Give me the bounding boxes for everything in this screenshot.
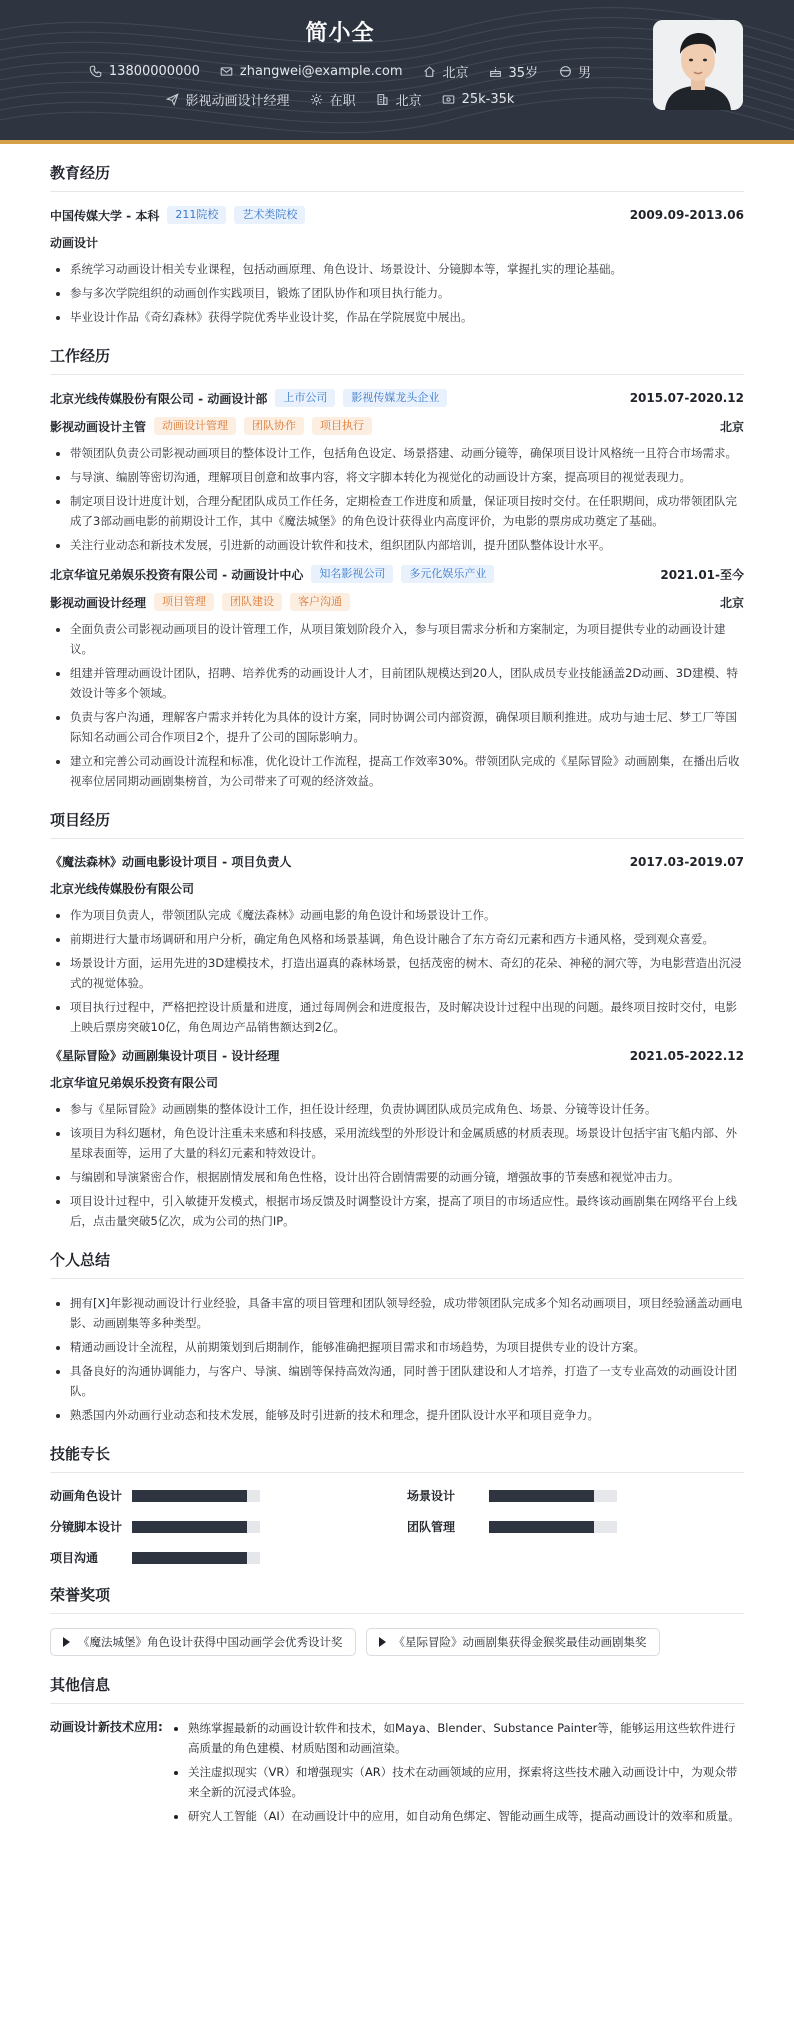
skill-bar-fill <box>132 1521 247 1533</box>
education-section <box>50 162 744 327</box>
skill-bar-fill <box>489 1490 594 1502</box>
salary-text: 25k-35k <box>461 92 515 107</box>
project-company-text: 北京华谊兄弟娱乐投资有限公司 <box>50 1076 219 1090</box>
list-item: • 与导演、编剧等密切沟通，理解项目创意和故事内容，将文字脚本转化为视觉化的动画设计方案，提高项目的视觉表现力。 <box>70 467 744 487</box>
skills-section <box>50 1443 744 1566</box>
project-date: 2017.03-2019.07 <box>629 854 744 869</box>
skill-bar-fill <box>132 1490 247 1502</box>
major-text: 动画设计 <box>50 236 99 250</box>
skill-name: 场景设计 <box>407 1489 456 1503</box>
work-location: 北京 <box>719 595 744 610</box>
projects-title: 项目经历 <box>50 809 744 839</box>
email-text: zhangwei@example.com <box>239 64 403 79</box>
project-bullets <box>50 905 744 1037</box>
position-name: 影视动画设计经理 <box>50 595 147 610</box>
send-icon <box>166 93 180 107</box>
project-name: 《魔法森林》动画电影设计项目 - 项目负责人 <box>50 855 292 869</box>
list-item: • 系统学习动画设计相关专业课程，包括动画原理、角色设计、场景设计、分镜脚本等，掌握扎实的理论基础。 <box>70 259 744 279</box>
list-item: • 毕业设计作品《奇幻森林》获得学院优秀毕业设计奖，作品在学院展览中展出。 <box>70 307 744 327</box>
project-header <box>50 853 744 870</box>
summary-section <box>50 1249 744 1425</box>
skill-bar <box>132 1521 260 1533</box>
project-company-text: 北京光线传媒股份有限公司 <box>50 882 195 896</box>
city-item <box>423 62 469 81</box>
position-name: 影视动画设计主管 <box>50 419 147 434</box>
other-bullets <box>168 1718 744 1830</box>
contact-row <box>0 62 680 81</box>
skill-bar <box>132 1552 260 1564</box>
company-tag: 多元化娱乐产业 <box>401 565 494 583</box>
education-title: 教育经历 <box>50 162 744 192</box>
education-bullets <box>50 259 744 327</box>
position-row <box>50 417 744 435</box>
other-title: 其他信息 <box>50 1674 744 1704</box>
honors-title: 荣誉奖项 <box>50 1584 744 1614</box>
work-entry <box>50 389 744 555</box>
avatar-portrait <box>653 20 743 110</box>
education-header <box>50 206 744 224</box>
list-item: • 前期进行大量市场调研和用户分析，确定角色风格和场景基调，角色设计融合了东方奇幻元素和西方卡通风格，受到观众喜爱。 <box>70 929 744 949</box>
skill-name: 分镜脚本设计 <box>50 1520 123 1534</box>
age-text: 35岁 <box>508 66 539 81</box>
school-name: 中国传媒大学 - 本科 <box>50 208 160 223</box>
honor-text: 《星际冒险》动画剧集获得金猴奖最佳动画剧集奖 <box>393 1635 647 1649</box>
list-item: • 作为项目负责人，带领团队完成《魔法森林》动画电影的角色设计和场景设计工作。 <box>70 905 744 925</box>
work-entry <box>50 565 744 791</box>
gear-icon <box>310 93 324 107</box>
work-bullets <box>50 443 744 555</box>
honor-item <box>50 1628 356 1656</box>
list-item: • 带领团队负责公司影视动画项目的整体设计工作，包括角色设定、场景搭建、动画分镜等，确保项目设计风格统一且符合市场需求。 <box>70 443 744 463</box>
status-item <box>310 90 356 109</box>
skill-bar <box>132 1490 260 1502</box>
target-job-item <box>166 90 290 109</box>
skill-bar-fill <box>489 1521 594 1533</box>
position-tag: 项目管理 <box>154 593 214 611</box>
other-row <box>50 1718 744 1830</box>
gender-icon <box>558 65 572 79</box>
target-city-item <box>376 90 422 109</box>
summary-bullets <box>50 1293 744 1425</box>
list-item: • 负责与客户沟通，理解客户需求并转化为具体的设计方案，同时协调公司内部资源，确保项目顺利推进。成功与迪士尼、梦工厂等国际知名动画公司合作项目2个，提升了公司的国际影响力。 <box>70 707 744 747</box>
skill-name: 动画角色设计 <box>50 1489 123 1503</box>
list-item: • 关注行业动态和新技术发展，引进新的动画设计软件和技术，组织团队内部培训，提升团队整体设计水平。 <box>70 535 744 555</box>
work-title: 工作经历 <box>50 345 744 375</box>
list-item: • 制定项目设计进度计划，合理分配团队成员工作任务，定期检查工作进度和质量，保证项目按时交付。在任职期间，成功带领团队完成了3部动画电影的前期设计工作，其中《魔法城堡》的角色设计获得业内高度评价，为电影的票房成功奠定了基础。 <box>70 491 744 531</box>
header <box>0 0 794 144</box>
list-item: • 参与多次学院组织的动画创作实践项目，锻炼了团队协作和项目执行能力。 <box>70 283 744 303</box>
company-tag: 上市公司 <box>275 389 335 407</box>
position-row <box>50 593 744 611</box>
skill-item <box>407 1487 744 1504</box>
list-item: • 熟练掌握最新的动画设计软件和技术，如Maya、Blender、Substance Painter等，能够运用这些软件进行高质量的角色建模、材质贴图和动画渲染。 <box>188 1718 744 1758</box>
project-header <box>50 1047 744 1064</box>
email-icon <box>220 65 234 79</box>
skill-bar <box>489 1490 617 1502</box>
company-tag: 影视传媒龙头企业 <box>343 389 447 407</box>
work-section <box>50 345 744 791</box>
honor-item <box>366 1628 660 1656</box>
skill-item <box>50 1487 387 1504</box>
skill-name: 项目沟通 <box>50 1551 99 1565</box>
position-tag: 项目执行 <box>312 417 372 435</box>
honors-list <box>50 1628 744 1656</box>
avatar <box>653 20 743 110</box>
gender-text: 男 <box>578 66 592 81</box>
work-bullets <box>50 619 744 791</box>
list-item: • 建立和完善公司动画设计流程和标准，优化设计工作流程，提高工作效率30%。带领团队完成的《星际冒险》动画剧集，在播出后收视率位居同期动画剧集榜首，为公司带来了可观的经济效益。 <box>70 751 744 791</box>
job-intent-row <box>0 90 680 109</box>
work-location: 北京 <box>719 419 744 434</box>
email-item <box>220 62 403 81</box>
list-item: • 项目执行过程中，严格把控设计质量和进度，通过每周例会和进度报告，及时解决设计过程中出现的问题。最终项目按时交付，电影上映后票房突破10亿，角色周边产品销售额达到2亿。 <box>70 997 744 1037</box>
company-name: 北京光线传媒股份有限公司 - 动画设计部 <box>50 391 268 406</box>
position-tag: 团队协作 <box>244 417 304 435</box>
list-item: • 项目设计过程中，引入敏捷开发模式，根据市场反馈及时调整设计方案，提高了项目的市场适应性。最终该动画剧集在网络平台上线后，点击量突破5亿次，成为公司的热门IP。 <box>70 1191 744 1231</box>
position-tag: 团队建设 <box>222 593 282 611</box>
phone-item <box>89 62 200 81</box>
project-company <box>50 880 744 897</box>
building-icon <box>376 93 390 107</box>
list-item: • 参与《星际冒险》动画剧集的整体设计工作，担任设计经理，负责协调团队成员完成角色、场景、分镜等设计任务。 <box>70 1099 744 1119</box>
skill-item <box>50 1518 387 1535</box>
phone-icon <box>89 65 103 79</box>
list-item: • 研究人工智能（AI）在动画设计中的应用，如自动角色绑定、智能动画生成等，提高动画设计的效率和质量。 <box>188 1806 744 1826</box>
project-date: 2021.05-2022.12 <box>629 1048 744 1063</box>
skills-grid <box>50 1487 744 1566</box>
position-tag: 动画设计管理 <box>154 417 236 435</box>
summary-title: 个人总结 <box>50 1249 744 1279</box>
resume-content <box>0 144 794 1830</box>
skill-item <box>50 1549 387 1566</box>
company-name: 北京华谊兄弟娱乐投资有限公司 - 动画设计中心 <box>50 567 304 582</box>
skill-item <box>407 1518 744 1535</box>
list-item: • 具备良好的沟通协调能力，与客户、导演、编剧等保持高效沟通，同时善于团队建设和人才培养，打造了一支专业高效的动画设计团队。 <box>70 1361 744 1401</box>
list-item: • 熟悉国内外动画行业动态和技术发展，能够及时引进新的技术和理念，提升团队设计水平和项目竞争力。 <box>70 1405 744 1425</box>
phone-text: 13800000000 <box>108 64 200 79</box>
company-tag: 知名影视公司 <box>311 565 393 583</box>
candidate-name: 简小全 <box>305 21 375 46</box>
gender-item <box>558 62 591 81</box>
project-company <box>50 1074 744 1091</box>
money-icon <box>442 93 456 107</box>
list-item: • 场景设计方面，运用先进的3D建模技术，打造出逼真的森林场景，包括茂密的树木、奇幻的花朵、神秘的洞穴等，为电影营造出沉浸式的视觉体验。 <box>70 953 744 993</box>
work-date: 2021.01-至今 <box>660 567 744 582</box>
other-label: 动画设计新技术应用: <box>50 1720 163 1734</box>
city-text: 北京 <box>442 66 469 81</box>
cake-icon <box>489 65 503 79</box>
list-item: • 精通动画设计全流程，从前期策划到后期制作，能够准确把握项目需求和市场趋势，为项目提供专业的设计方案。 <box>70 1337 744 1357</box>
skill-bar <box>489 1521 617 1533</box>
honors-section <box>50 1584 744 1656</box>
position-tag: 客户沟通 <box>290 593 350 611</box>
work-header <box>50 389 744 407</box>
status-text: 在职 <box>329 94 356 109</box>
target-job-text: 影视动画设计经理 <box>185 94 290 109</box>
project-entry <box>50 1047 744 1231</box>
list-item: • 关注虚拟现实（VR）和增强现实（AR）技术在动画领域的应用，探索将这些技术融入动画设计中，为观众带来全新的沉浸式体验。 <box>188 1762 744 1802</box>
project-entry <box>50 853 744 1037</box>
age-item <box>489 62 539 81</box>
projects-section <box>50 809 744 1231</box>
target-city-text: 北京 <box>395 94 422 109</box>
list-item: • 该项目为科幻题材，角色设计注重未来感和科技感，采用流线型的外形设计和金属质感的材质表现。场景设计包括宇宙飞船内部、外星球表面等，运用了大量的科幻元素和特效设计。 <box>70 1123 744 1163</box>
play-triangle-icon <box>379 1637 386 1647</box>
other-section <box>50 1674 744 1830</box>
home-icon <box>423 65 437 79</box>
project-bullets <box>50 1099 744 1231</box>
list-item: • 全面负责公司影视动画项目的设计管理工作，从项目策划阶段介入，参与项目需求分析和方案制定，为项目提供专业的动画设计建议。 <box>70 619 744 659</box>
skills-title: 技能专长 <box>50 1443 744 1473</box>
school-tag: 211院校 <box>167 206 226 224</box>
education-date: 2009.09-2013.06 <box>629 208 744 222</box>
honor-text: 《魔法城堡》角色设计获得中国动画学会优秀设计奖 <box>78 1635 343 1649</box>
list-item: • 组建并管理动画设计团队，招聘、培养优秀的动画设计人才，目前团队规模达到20人，团队成员专业技能涵盖2D动画、3D建模、特效设计等多个领域。 <box>70 663 744 703</box>
work-header <box>50 565 744 583</box>
play-triangle-icon <box>63 1637 70 1647</box>
salary-item <box>442 90 515 109</box>
work-date: 2015.07-2020.12 <box>629 391 744 405</box>
project-name: 《星际冒险》动画剧集设计项目 - 设计经理 <box>50 1049 280 1063</box>
school-tag: 艺术类院校 <box>234 206 305 224</box>
skill-name: 团队管理 <box>407 1520 456 1534</box>
list-item: • 拥有[X]年影视动画设计行业经验，具备丰富的项目管理和团队领导经验，成功带领团队完成多个知名动画项目，项目经验涵盖动画电影、动画剧集等多种类型。 <box>70 1293 744 1333</box>
skill-bar-fill <box>132 1552 247 1564</box>
major <box>50 234 744 251</box>
list-item: • 与编剧和导演紧密合作，根据剧情发展和角色性格，设计出符合剧情需要的动画分镜，增强故事的节奏感和视觉冲击力。 <box>70 1167 744 1187</box>
